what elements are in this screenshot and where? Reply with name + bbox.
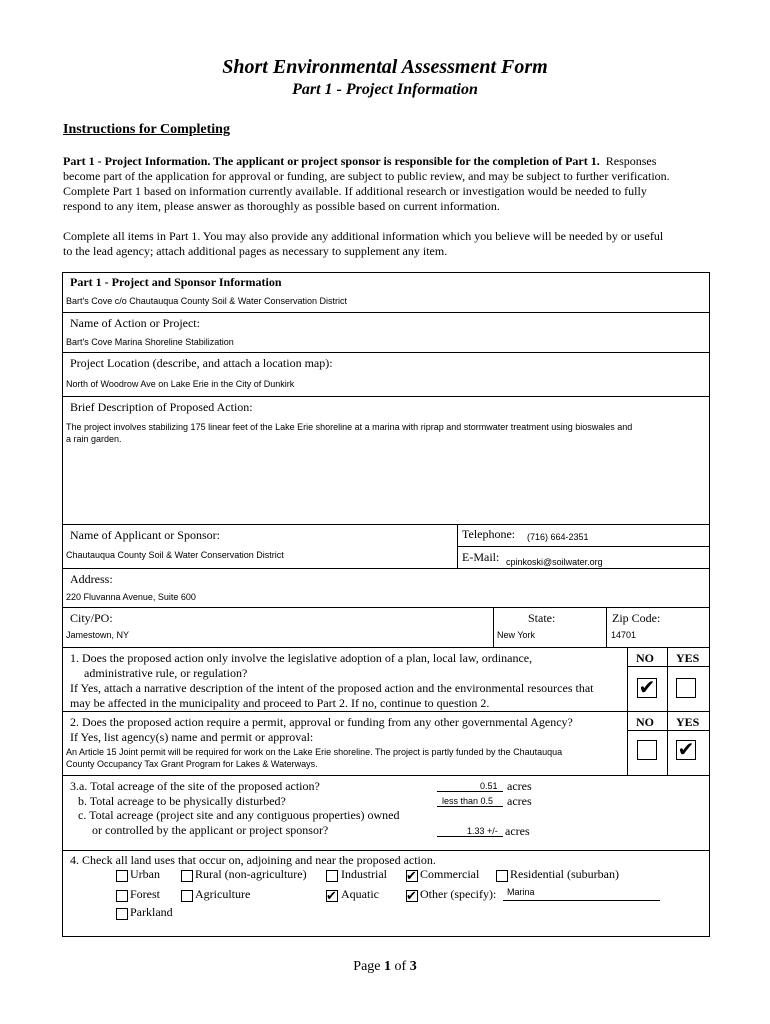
city-label: City/PO: <box>70 611 113 625</box>
q3c-label: c. Total acreage (project site and any contiguous properties) owned <box>78 808 400 822</box>
urban-checkbox[interactable] <box>116 870 128 882</box>
q3c-unit: acres <box>505 824 530 838</box>
zip-label: Zip Code: <box>612 611 661 625</box>
forest-checkbox[interactable] <box>116 890 128 902</box>
check-icon: ✔ <box>406 888 417 903</box>
state-field[interactable]: New York <box>497 630 536 640</box>
divider <box>62 352 710 353</box>
q2-answer-line: An Article 15 Joint permit will be required for work on the Lake Erie shoreline. The project is partly funded by the Chautauqua <box>66 747 563 757</box>
other-label: Other (specify): <box>420 887 497 901</box>
action-field[interactable]: Bart's Cove Marina Shoreline Stabilization <box>66 337 234 347</box>
instructions-line: respond to any item, please answer as thoroughly as possible based on current information. <box>63 199 500 213</box>
aquatic-checkbox[interactable] <box>326 890 338 902</box>
instructions-line: Complete Part 1 based on information currently available. If additional research or investigation would be needed to fully <box>63 184 647 198</box>
q3c-label: or controlled by the applicant or project sponsor? <box>92 822 329 837</box>
divider <box>627 711 628 775</box>
section-title: Part 1 - Project and Sponsor Information <box>70 275 282 289</box>
urban-label: Urban <box>130 867 160 881</box>
divider <box>627 647 628 711</box>
state-label: State: <box>528 611 556 625</box>
form-subtitle: Part 1 - Project Information <box>292 81 478 98</box>
agriculture-checkbox[interactable] <box>181 890 193 902</box>
telephone-label: Telephone: <box>462 527 516 541</box>
divider <box>62 607 710 608</box>
forest-label: Forest <box>130 887 160 901</box>
divider <box>627 666 710 667</box>
question-2-line: If Yes, list agency(s) name and permit or approval: <box>70 730 314 744</box>
q2-yes-label: YES <box>676 715 700 729</box>
sponsor-field[interactable]: Bart's Cove c/o Chautauqua County Soil & Water Conservation District <box>66 296 348 306</box>
parkland-checkbox[interactable] <box>116 908 128 920</box>
q3b-field[interactable]: less than 0.5 <box>442 796 494 806</box>
page-of: of <box>394 959 407 974</box>
email-label: E-Mail: <box>462 550 500 564</box>
q1-no-checkbox[interactable] <box>637 678 657 698</box>
q3a-unit: acres <box>507 779 532 793</box>
check-icon: ✔ <box>406 868 417 883</box>
instructions-paragraph-1 <box>63 154 713 214</box>
q2-answer-field[interactable] <box>66 746 562 770</box>
rural-checkbox[interactable] <box>181 870 193 882</box>
question-2-line: 2. Does the proposed action require a permit, approval or funding from any other governmental Agency? <box>70 715 573 729</box>
q2-no-label: NO <box>636 715 654 729</box>
address-label: Address: <box>70 572 113 586</box>
question-1-line: 1. Does the proposed action only involve the legislative adoption of a plan, local law, ordinance, <box>70 651 533 665</box>
instructions-line: Responses <box>605 154 657 168</box>
other-checkbox[interactable] <box>406 890 418 902</box>
instructions-line: become part of the application for approval or funding, are subject to public review, and may be subject to further verification. <box>63 169 670 183</box>
divider <box>62 775 710 776</box>
action-label: Name of Action or Project: <box>70 316 200 330</box>
page-current: 1 <box>384 959 392 974</box>
industrial-checkbox[interactable] <box>326 870 338 882</box>
question-1-line: may be affected in the municipality and proceed to Part 2. If no, continue to question 2. <box>70 696 490 710</box>
question-2 <box>70 715 573 745</box>
q3a-underline <box>437 791 503 792</box>
rural-label: Rural (non-agriculture) <box>195 867 307 881</box>
applicant-field[interactable]: Chautauqua County Soil & Water Conservation District <box>66 550 284 560</box>
q3a-field[interactable]: 0.51 <box>480 781 498 791</box>
form-table <box>62 272 710 937</box>
divider <box>62 568 710 569</box>
aquatic-label: Aquatic <box>341 887 379 901</box>
divider <box>62 647 710 648</box>
instructions-line: to the lead agency; attach additional pages as necessary to supplement any item. <box>63 244 448 258</box>
check-icon: ✔ <box>326 888 337 903</box>
question-1 <box>70 651 594 711</box>
question-4-label: 4. Check all land uses that occur on, adjoining and near the proposed action. <box>70 853 436 867</box>
parkland-label: Parkland <box>130 905 173 919</box>
residential-label: Residential (suburban) <box>510 867 619 881</box>
q3b-unit: acres <box>507 794 532 808</box>
q1-yes-label: YES <box>676 651 700 665</box>
page-prefix: Page <box>353 959 381 974</box>
instructions-heading: Instructions for Completing <box>63 122 230 137</box>
agriculture-label: Agriculture <box>195 887 251 901</box>
divider <box>493 607 494 647</box>
question-1-line: administrative rule, or regulation? <box>84 666 248 680</box>
divider <box>62 312 710 313</box>
q2-yes-checkbox[interactable] <box>676 740 696 760</box>
form-title: Short Environmental Assessment Form <box>222 56 548 78</box>
divider <box>62 396 710 397</box>
divider <box>606 607 607 647</box>
q1-yes-checkbox[interactable] <box>676 678 696 698</box>
q2-no-checkbox[interactable] <box>637 740 657 760</box>
check-icon: ✔ <box>677 739 695 761</box>
description-line: a rain garden. <box>66 434 122 444</box>
instructions-paragraph-2 <box>63 229 713 259</box>
instructions-bold-text: Part 1 - Project Information. The applicant or project sponsor is responsible for the completion of Part 1. <box>63 154 600 168</box>
location-field[interactable]: North of Woodrow Ave on Lake Erie in the City of Dunkirk <box>66 379 295 389</box>
divider <box>62 711 710 712</box>
divider <box>62 850 710 851</box>
residential-checkbox[interactable] <box>496 870 508 882</box>
q3c-field[interactable]: 1.33 +/- <box>467 826 498 836</box>
industrial-label: Industrial <box>341 867 387 881</box>
q3a-label: 3.a. Total acreage of the site of the proposed action? <box>70 779 320 793</box>
q2-answer-line: County Occupancy Tax Grant Program for Lakes & Waterways. <box>66 759 318 769</box>
q1-no-label: NO <box>636 651 654 665</box>
q3b-label: b. Total acreage to be physically disturbed? <box>78 793 286 808</box>
divider <box>62 524 710 525</box>
telephone-field[interactable]: (716) 664-2351 <box>527 532 589 542</box>
divider <box>627 730 710 731</box>
question-3 <box>70 779 400 837</box>
divider <box>457 546 710 547</box>
instructions-line: Complete all items in Part 1. You may also provide any additional information which you believe will be needed by or useful <box>63 229 664 243</box>
description-line: The project involves stabilizing 175 linear feet of the Lake Erie shoreline at a marina with riprap and stormwater treatment using bioswales and <box>66 422 633 432</box>
divider <box>667 647 668 711</box>
zip-field[interactable]: 14701 <box>611 630 637 640</box>
q3b-underline <box>437 806 503 807</box>
description-field[interactable] <box>66 421 632 445</box>
other-field[interactable]: Marina <box>507 887 535 897</box>
location-label: Project Location (describe, and attach a location map): <box>70 356 333 370</box>
description-label: Brief Description of Proposed Action: <box>70 400 253 414</box>
city-field[interactable]: Jamestown, NY <box>66 630 130 640</box>
commercial-checkbox[interactable] <box>406 870 418 882</box>
page-total: 3 <box>409 959 417 974</box>
address-field[interactable]: 220 Fluvanna Avenue, Suite 600 <box>66 592 196 602</box>
applicant-label: Name of Applicant or Sponsor: <box>70 528 220 542</box>
commercial-label: Commercial <box>420 867 480 881</box>
page-number <box>0 959 770 975</box>
q3c-underline <box>437 836 503 837</box>
question-1-line: If Yes, attach a narrative description of the intent of the proposed action and the environmental resources that <box>70 681 594 695</box>
other-underline <box>503 900 660 901</box>
email-field[interactable]: cpinkoski@soilwater.org <box>506 557 603 567</box>
check-icon: ✔ <box>638 677 656 699</box>
divider <box>667 711 668 775</box>
